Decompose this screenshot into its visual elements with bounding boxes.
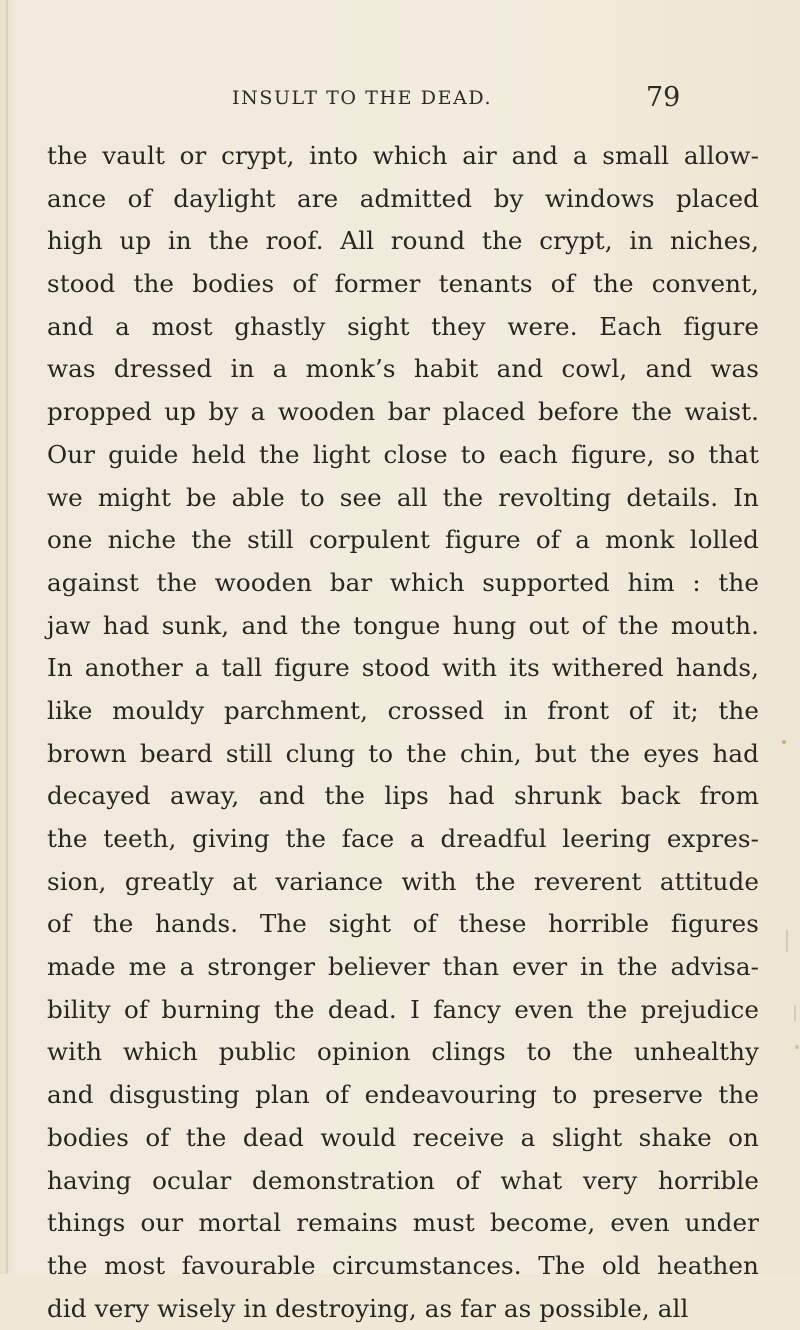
text-line: with which public opinion clings to the unhealthy xyxy=(47,1037,759,1067)
text-line: Our guide held the light close to each figure, so that xyxy=(47,439,759,469)
text-line: the vault or crypt, into which air and a small allow- xyxy=(47,141,759,170)
text-line: bodies of the dead would receive a slight shake on xyxy=(47,1122,759,1152)
text-line: bility of burning the dead. I fancy even the prejudice xyxy=(47,994,759,1024)
text-line: the teeth, giving the face a dreadful leering expres- xyxy=(47,824,759,853)
text-line: made me a stronger believer than ever in the advisa- xyxy=(47,952,759,982)
margin-mark xyxy=(794,1005,796,1021)
text-line: high up in the roof. All round the crypt, in niches, xyxy=(47,226,759,256)
text-line: we might be able to see all the revolting details. In xyxy=(47,482,759,512)
text-line: the most favourable circumstances. The old heathen xyxy=(47,1250,759,1280)
text-line: In another a tall figure stood with its withered hands, xyxy=(47,653,759,683)
text-line: brown beard still clung to the chin, but the eyes had xyxy=(47,738,759,768)
text-line: sion, greatly at variance with the reverent attitude xyxy=(47,866,759,896)
text-line: was dressed in a monk’s habit and cowl, and was xyxy=(47,354,759,384)
text-line: propped up by a wooden bar placed before the waist. xyxy=(47,397,759,427)
text-line: things our mortal remains must become, even under xyxy=(47,1208,759,1238)
text-line: and disgusting plan of endeavouring to preserve the xyxy=(47,1080,759,1110)
text-line: did very wisely in destroying, as far as possible, all xyxy=(47,1293,689,1323)
text-line: decayed away, and the lips had shrunk back from xyxy=(47,781,759,811)
margin-speck xyxy=(782,740,786,744)
text-line: and a most ghastly sight they were. Each figure xyxy=(47,311,759,341)
text-line: ance of daylight are admitted by windows placed xyxy=(47,183,759,213)
body-text xyxy=(47,135,759,1330)
text-line: having ocular demonstration of what very horrible xyxy=(47,1165,759,1195)
text-line: of the hands. The sight of these horrible figures xyxy=(47,909,759,939)
page-number: 79 xyxy=(646,82,681,113)
text-line: against the wooden bar which supported him : the xyxy=(47,567,759,597)
text-line: stood the bodies of former tenants of the convent, xyxy=(47,269,759,299)
text-line: like mouldy parchment, crossed in front of it; the xyxy=(47,695,759,725)
text-line: jaw had sunk, and the tongue hung out of the mouth. xyxy=(47,610,759,640)
page-header xyxy=(0,82,800,117)
margin-speck xyxy=(795,1045,799,1049)
margin-mark xyxy=(786,930,788,952)
running-title: INSULT TO THE DEAD. xyxy=(232,87,493,109)
page-gutter-edge xyxy=(6,0,8,1274)
text-line: one niche the still corpulent figure of a monk lolled xyxy=(47,525,759,555)
